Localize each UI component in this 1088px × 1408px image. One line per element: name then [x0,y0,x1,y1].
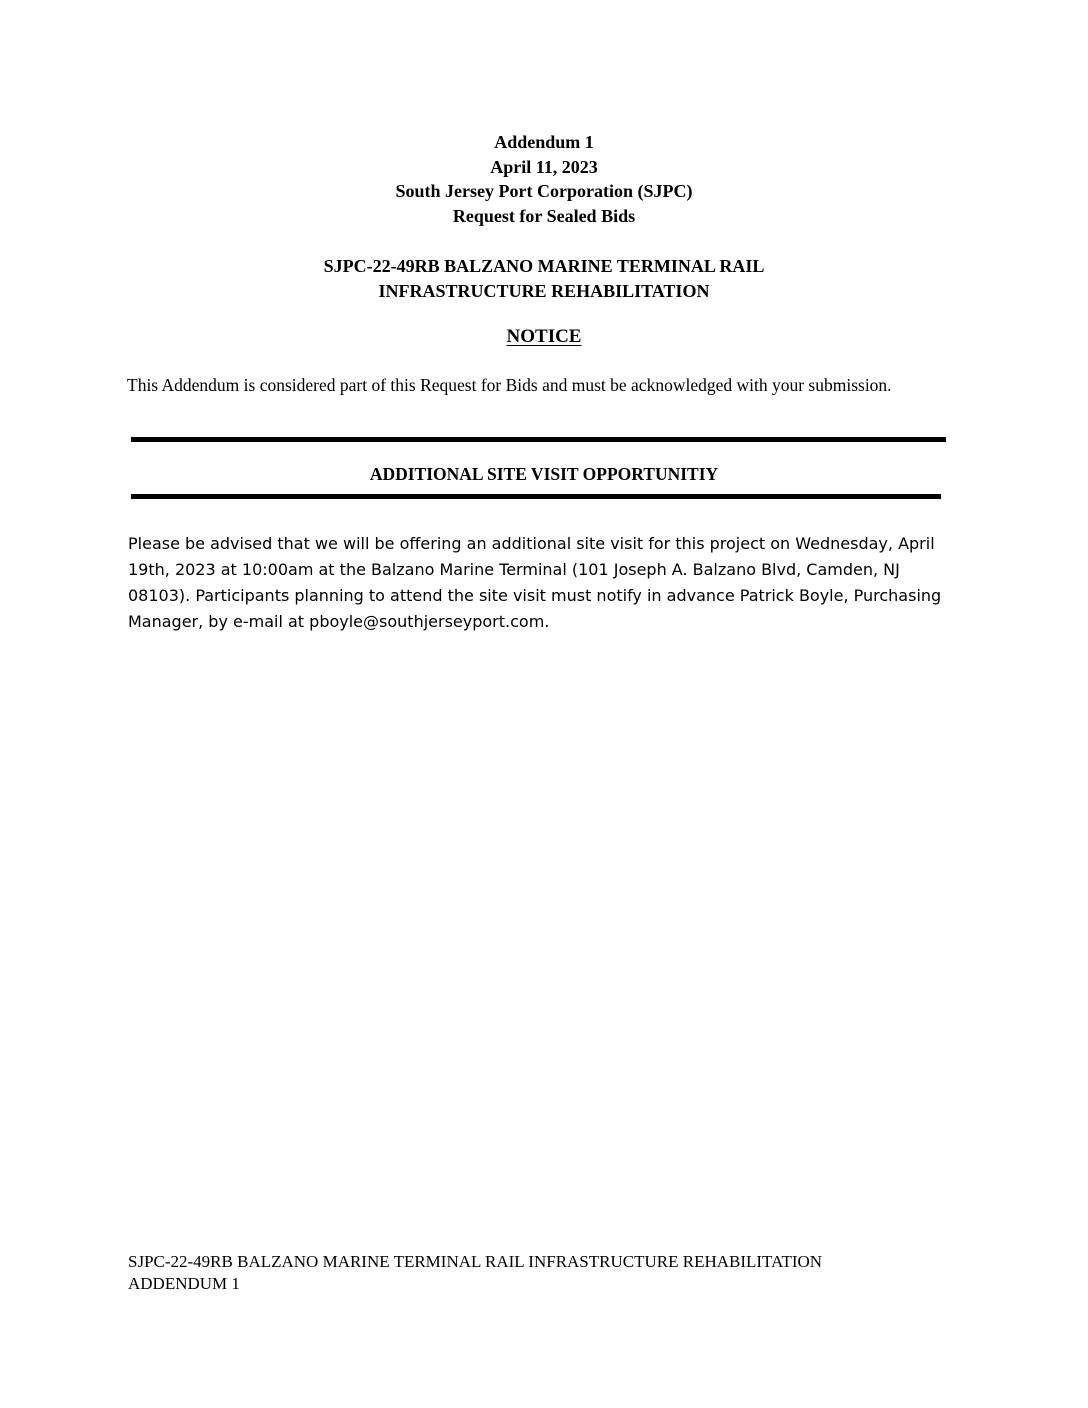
project-title-line-2: INFRASTRUCTURE REHABILITATION [378,280,710,301]
section-heading: ADDITIONAL SITE VISIT OPPORTUNITIY [369,464,719,484]
project-title [0,254,1088,303]
addendum-number: Addendum 1 [494,132,594,152]
notice-heading: NOTICE [506,326,582,347]
document-header [0,130,1088,228]
addendum-date: April 11, 2023 [490,156,598,177]
project-title-line-1: SJPC-22-49RB BALZANO MARINE TERMINAL RAIL [323,256,765,276]
request-type: Request for Sealed Bids [452,205,636,226]
footer-project-title: SJPC-22-49RB BALZANO MARINE TERMINAL RAIL INFRASTRUCTURE REHABILITATION [128,1252,823,1271]
notice-text: This Addendum is considered part of this Request for Bids and must be acknowledged with your submission. [127,375,892,395]
divider-bottom [131,494,941,499]
page-footer [128,1251,988,1295]
footer-addendum-label: ADDENDUM 1 [128,1274,240,1293]
organization-name: South Jersey Port Corporation (SJPC) [395,181,693,201]
site-visit-paragraph: Please be advised that we will be offering an additional site visit for this project on Wednesday, April 19th, 2023 at 10:00am at the Balzano Marine Terminal (101 Joseph A. Balzano Blvd, Camden, NJ 08103). Participants planning to attend the site visit must notify in advance Patrick Boyle, Purchasing Manager, by e-mail at pboyle@southjerseyport.com. [128,534,942,631]
divider-top [131,437,946,442]
